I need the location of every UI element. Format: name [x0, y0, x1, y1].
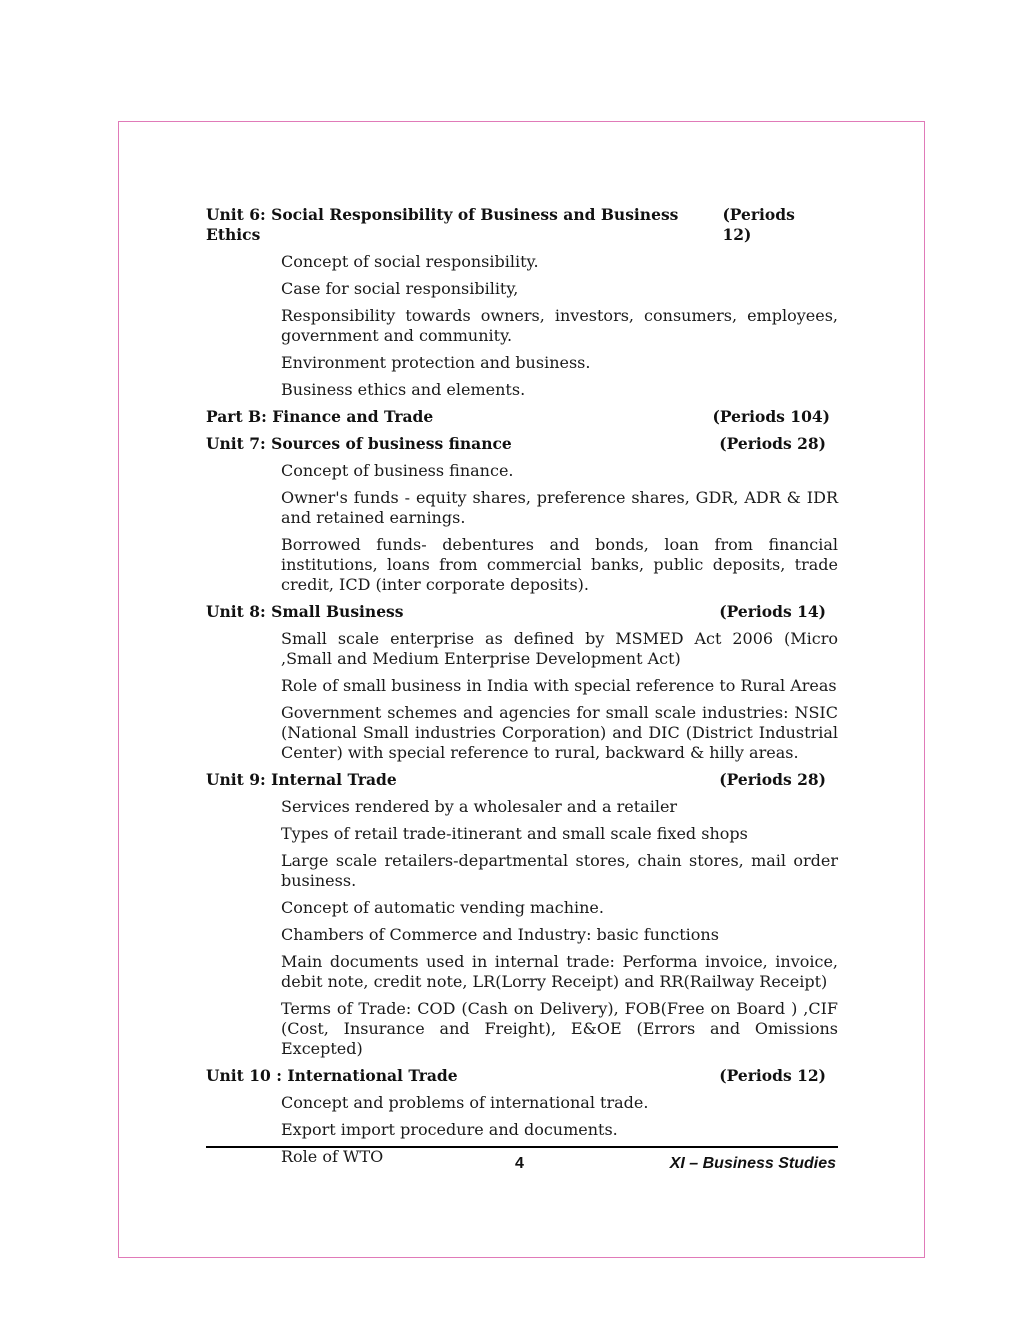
unit-heading — [206, 1066, 838, 1086]
topic-item: Types of retail trade-itinerant and small scale fixed shops — [281, 824, 748, 843]
topic-item: Environment protection and business. — [281, 353, 591, 372]
topic-item: Terms of Trade: COD (Cash on Delivery), FOB(Free on Board ) ,CIF (Cost, Insurance and Freight), E&OE (Errors and Omissions Excepted) — [281, 999, 838, 1058]
topic-item: Role of small business in India with special reference to Rural Areas — [281, 676, 837, 695]
unit-8-section — [206, 602, 838, 763]
unit-heading — [206, 434, 838, 454]
topic-item: Borrowed funds- debentures and bonds, loan from financial institutions, loans from commercial banks, public deposits, trade credit, ICD (inter corporate deposits). — [281, 535, 838, 594]
topic-item: Export import procedure and documents. — [281, 1120, 618, 1139]
part-heading — [206, 407, 838, 427]
unit-heading — [206, 602, 838, 622]
unit-periods: (Periods 14) — [719, 602, 826, 621]
unit-periods: (Periods 28) — [719, 770, 826, 789]
topic-item: Concept and problems of international trade. — [281, 1093, 649, 1112]
footer-rule — [206, 1146, 838, 1148]
unit-heading — [206, 770, 838, 790]
page-number: 4 — [515, 1155, 524, 1172]
part-periods: (Periods 104) — [712, 407, 830, 426]
topic-item: Concept of automatic vending machine. — [281, 898, 604, 917]
unit-periods: (Periods 28) — [719, 434, 826, 453]
topic-item: Small scale enterprise as defined by MSMED Act 2006 (Micro ,Small and Medium Enterprise Development Act) — [281, 629, 838, 668]
topic-item: Responsibility towards owners, investors, consumers, employees, government and community. — [281, 306, 838, 345]
topic-item: Government schemes and agencies for small scale industries: NSIC (National Small industries Corporation) and DIC (District Industrial Center) with special reference to rural, backward & hilly areas. — [281, 703, 838, 762]
topic-item: Business ethics and elements. — [281, 380, 526, 399]
topic-item: Concept of business finance. — [281, 461, 514, 480]
page-footer — [206, 1155, 838, 1177]
unit-9-section — [206, 770, 838, 1059]
topic-item: Large scale retailers-departmental stores, chain stores, mail order business. — [281, 851, 838, 890]
part-b-section — [206, 407, 838, 427]
topic-item: Main documents used in internal trade: Performa invoice, invoice, debit note, credit note, LR(Lorry Receipt) and RR(Railway Receipt) — [281, 952, 838, 991]
unit-7-section — [206, 434, 838, 595]
unit-title: Unit 8: Small Business — [206, 602, 404, 621]
unit-6-section — [206, 205, 838, 400]
unit-10-section — [206, 1066, 838, 1167]
topic-item: Owner's funds - equity shares, preference shares, GDR, ADR & IDR and retained earnings. — [281, 488, 838, 527]
unit-title: Unit 7: Sources of business finance — [206, 434, 512, 453]
unit-periods: (Periods 12) — [722, 205, 795, 244]
unit-periods: (Periods 12) — [719, 1066, 826, 1085]
topic-item: Concept of social responsibility. — [281, 252, 539, 271]
topic-item: Chambers of Commerce and Industry: basic functions — [281, 925, 719, 944]
syllabus-content — [206, 205, 838, 1174]
unit-heading — [206, 205, 838, 245]
topic-item: Case for social responsibility, — [281, 279, 519, 298]
part-title: Part B: Finance and Trade — [206, 407, 434, 426]
unit-title: Unit 6: Social Responsibility of Business and Business Ethics — [206, 205, 679, 244]
topic-item: Role of WTO — [281, 1147, 384, 1166]
book-title: XI – Business Studies — [669, 1155, 836, 1172]
unit-title: Unit 10 : International Trade — [206, 1066, 458, 1085]
unit-title: Unit 9: Internal Trade — [206, 770, 397, 789]
topic-item: Services rendered by a wholesaler and a retailer — [281, 797, 678, 816]
